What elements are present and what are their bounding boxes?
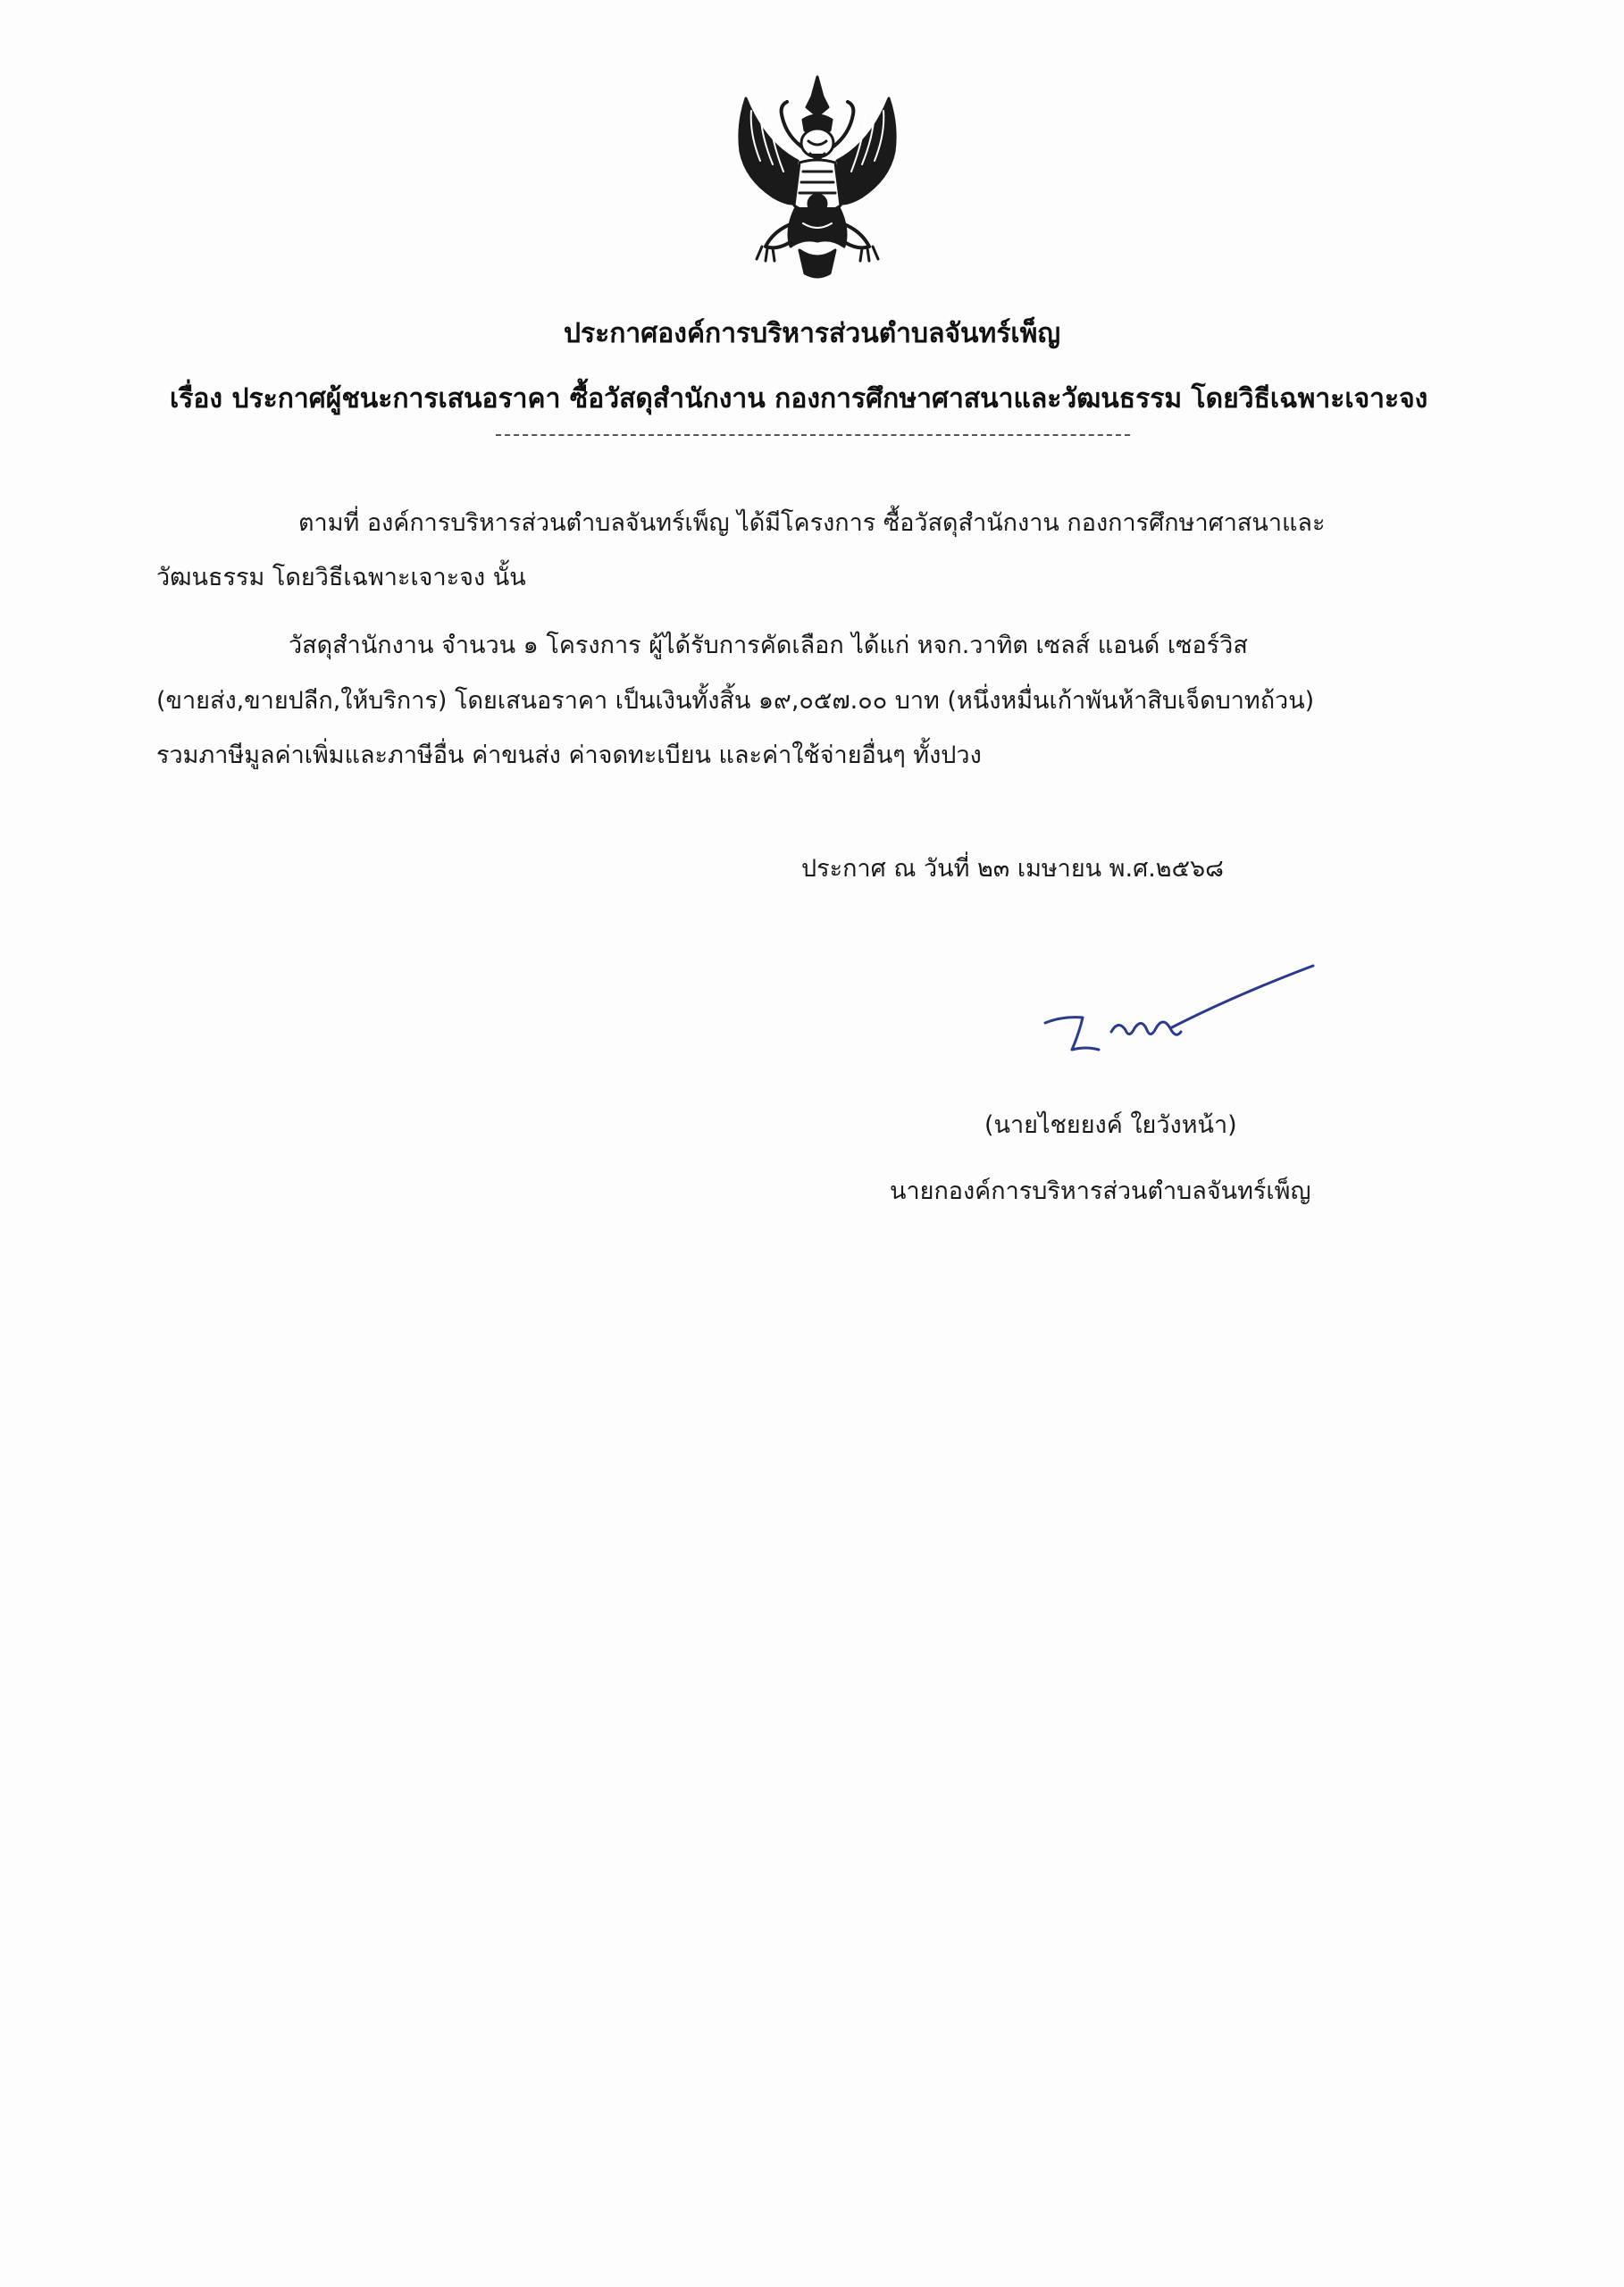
document-title: ประกาศองค์การบริหารส่วนตำบลจันทร์เพ็ญ [563,318,1061,349]
document-subject: เรื่อง ประกาศผู้ชนะการเสนอราคา ซื้อวัสดุสำนักงาน กองการศึกษาศาสนาและวัฒนธรรม โดยวิธีเฉพาะเจาะจง [170,383,1428,415]
signer-title: นายกองค์การบริหารส่วนตำบลจันทร์เพ็ญ [890,1177,1311,1205]
signer-name: (นายไชยยงค์ ใยวังหน้า) [984,1111,1237,1139]
paragraph-2-line-3: รวมภาษีมูลค่าเพิ่มและภาษีอื่น ค่าขนส่ง ค่าจดทะเบียน และค่าใช้จ่ายอื่นๆ ทั้งปวง [156,741,982,769]
announcement-date: ประกาศ ณ วันที่ ๒๓ เมษายน พ.ศ.๒๕๖๘ [801,855,1224,883]
signature-icon [1036,960,1322,1059]
paragraph-2-line-2: (ขายส่ง,ขายปลีก,ให้บริการ) โดยเสนอราคา เป็นเงินทั้งสิ้น ๑๙,๐๕๗.๐๐ บาท (หนึ่งหมื่นเก้าพันห้าสิบเจ็ดบาทถ้วน) [156,687,1315,715]
garuda-emblem-icon [710,71,925,286]
paragraph-1-line-2: วัฒนธรรม โดยวิธีเฉพาะเจาะจง นั้น [156,564,526,591]
paragraph-1-line-1: ตามที่ องค์การบริหารส่วนตำบลจันทร์เพ็ญ ได้มีโครงการ ซื้อวัสดุสำนักงาน กองการศึกษาศาสนาและ [298,509,1326,537]
divider-line [496,434,1130,436]
paragraph-2-line-1: วัสดุสำนักงาน จำนวน ๑ โครงการ ผู้ได้รับการคัดเลือก ได้แก่ หจก.วาทิต เซลส์ แอนด์ เซอร์วิส [289,632,1248,659]
